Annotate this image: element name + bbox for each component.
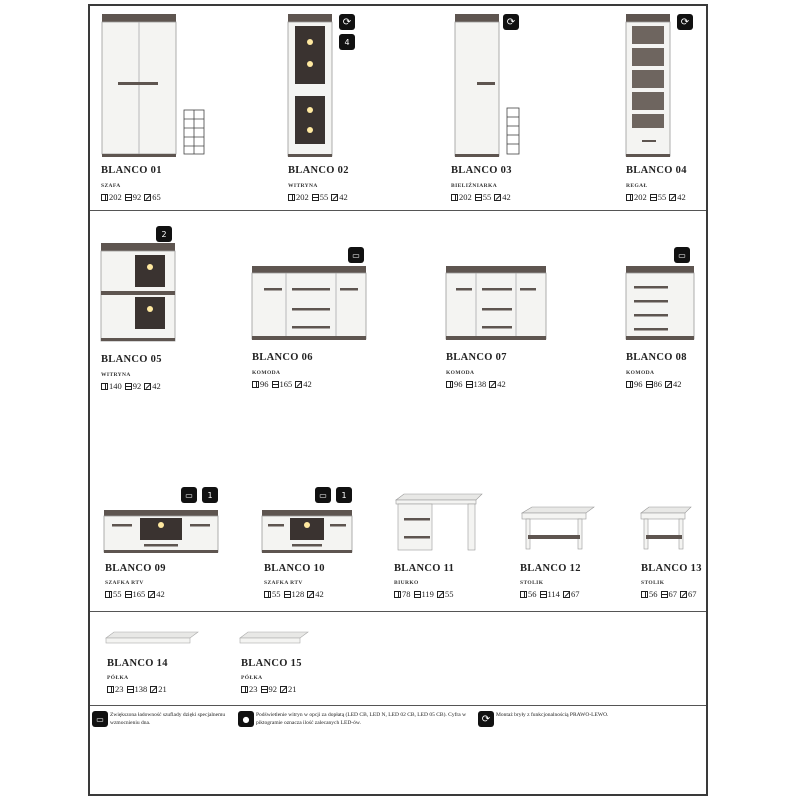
drawer-icon: ▭ xyxy=(674,247,690,263)
product-type: BIELIŹNIARKA xyxy=(451,183,498,189)
reversible-icon: ⟳ xyxy=(503,14,519,30)
blanco-11-image xyxy=(392,492,487,554)
depth-icon xyxy=(280,686,287,693)
blanco-04-image xyxy=(626,12,676,157)
width-icon xyxy=(284,591,291,598)
product-type: SZAFKA RTV xyxy=(105,580,144,586)
product-dims: 55 128 42 xyxy=(264,589,324,599)
product-name: BLANCO 07 xyxy=(446,352,507,363)
product-dims: 23 92 21 xyxy=(241,684,297,694)
depth-icon xyxy=(680,591,687,598)
depth-icon xyxy=(331,194,338,201)
blanco-07-image xyxy=(446,266,551,346)
product-dims: 96 138 42 xyxy=(446,379,506,389)
blanco-05-image xyxy=(101,243,181,343)
product-dims: 202 55 42 xyxy=(626,192,686,202)
product-name: BLANCO 14 xyxy=(107,658,168,669)
width-icon xyxy=(272,381,279,388)
led-icon: 1 xyxy=(336,487,352,503)
product-dims: 202 92 65 xyxy=(101,192,161,202)
height-icon xyxy=(105,591,112,598)
product-type: KOMODA xyxy=(626,370,655,376)
product-dims: 96 165 42 xyxy=(252,379,312,389)
blanco-02-image xyxy=(288,12,338,157)
product-dims: 202 55 42 xyxy=(288,192,348,202)
led-icon: 2 xyxy=(156,226,172,242)
product-type: PÓŁKA xyxy=(107,675,129,681)
height-icon xyxy=(101,194,108,201)
product-type: KOMODA xyxy=(446,370,475,376)
width-icon xyxy=(414,591,421,598)
blanco-14-image xyxy=(106,630,201,650)
depth-icon xyxy=(295,381,302,388)
product-name: BLANCO 04 xyxy=(626,165,687,176)
depth-icon xyxy=(144,383,151,390)
height-icon xyxy=(394,591,401,598)
product-name: BLANCO 12 xyxy=(520,563,581,574)
width-icon xyxy=(650,194,657,201)
product-type: WITRYNA xyxy=(288,183,318,189)
led-icon: ● xyxy=(238,711,254,727)
depth-icon xyxy=(563,591,570,598)
reversible-icon: ⟳ xyxy=(478,711,494,727)
product-dims: 140 92 42 xyxy=(101,381,161,391)
product-name: BLANCO 03 xyxy=(451,165,512,176)
height-icon xyxy=(446,381,453,388)
drawer-icon: ▭ xyxy=(315,487,331,503)
blanco-13-image xyxy=(639,505,694,555)
product-type: SZAFA xyxy=(101,183,121,189)
product-type: BIURKO xyxy=(394,580,419,586)
product-dims: 202 55 42 xyxy=(451,192,511,202)
blanco-06-image xyxy=(252,266,372,346)
product-type: WITRYNA xyxy=(101,372,131,378)
width-icon xyxy=(125,383,132,390)
drawer-icon: ▭ xyxy=(348,247,364,263)
led-icon: 4 xyxy=(339,34,355,50)
width-icon xyxy=(475,194,482,201)
blanco-08-image xyxy=(626,266,698,346)
drawer-icon: ▭ xyxy=(92,711,108,727)
depth-icon xyxy=(437,591,444,598)
height-icon xyxy=(264,591,271,598)
reversible-icon: ⟳ xyxy=(677,14,693,30)
depth-icon xyxy=(669,194,676,201)
product-name: BLANCO 15 xyxy=(241,658,302,669)
product-dims: 56 114 67 xyxy=(520,589,579,599)
width-icon xyxy=(661,591,668,598)
product-type: SZAFKA RTV xyxy=(264,580,303,586)
height-icon xyxy=(252,381,259,388)
depth-icon xyxy=(489,381,496,388)
product-name: BLANCO 08 xyxy=(626,352,687,363)
product-type: PÓŁKA xyxy=(241,675,263,681)
product-name: BLANCO 01 xyxy=(101,165,162,176)
product-name: BLANCO 02 xyxy=(288,165,349,176)
depth-icon xyxy=(665,381,672,388)
height-icon xyxy=(641,591,648,598)
width-icon xyxy=(125,591,132,598)
height-icon xyxy=(520,591,527,598)
product-type: STOLIK xyxy=(641,580,665,586)
product-dims: 56 67 67 xyxy=(641,589,697,599)
led-icon: 1 xyxy=(202,487,218,503)
height-icon xyxy=(626,381,633,388)
product-name: BLANCO 09 xyxy=(105,563,166,574)
row-divider xyxy=(90,210,706,211)
drawer-note: Zwiększona ładowność szuflady dzięki specjalnemu wzmocnieniu dna. xyxy=(110,712,226,726)
drawer-icon: ▭ xyxy=(181,487,197,503)
width-icon xyxy=(540,591,547,598)
height-icon xyxy=(288,194,295,201)
width-icon xyxy=(127,686,134,693)
width-icon xyxy=(312,194,319,201)
height-icon xyxy=(626,194,633,201)
blanco-10-image xyxy=(262,510,357,555)
product-dims: 96 86 42 xyxy=(626,379,682,389)
width-icon xyxy=(125,194,132,201)
product-type: KOMODA xyxy=(252,370,281,376)
product-name: BLANCO 06 xyxy=(252,352,313,363)
blanco-01-image xyxy=(100,12,210,157)
height-icon xyxy=(101,383,108,390)
blanco-12-image xyxy=(518,505,598,555)
product-dims: 23 138 21 xyxy=(107,684,167,694)
row-divider xyxy=(90,611,706,612)
product-name: BLANCO 13 xyxy=(641,563,702,574)
product-dims: 78 119 55 xyxy=(394,589,453,599)
reversible-note: Montaż bryły z funkcjonalnością PRAWO-LEWO. xyxy=(496,712,609,718)
width-icon xyxy=(466,381,473,388)
blanco-15-image xyxy=(240,630,310,650)
height-icon xyxy=(451,194,458,201)
height-icon xyxy=(107,686,114,693)
product-type: REGAŁ xyxy=(626,183,648,189)
depth-icon xyxy=(150,686,157,693)
legend-divider xyxy=(90,705,706,706)
depth-icon xyxy=(307,591,314,598)
product-type: STOLIK xyxy=(520,580,544,586)
depth-icon xyxy=(494,194,501,201)
width-icon xyxy=(646,381,653,388)
product-name: BLANCO 05 xyxy=(101,354,162,365)
blanco-09-image xyxy=(104,510,224,555)
reversible-icon: ⟳ xyxy=(339,14,355,30)
depth-icon xyxy=(144,194,151,201)
product-name: BLANCO 10 xyxy=(264,563,325,574)
width-icon xyxy=(261,686,268,693)
led-note: Podświetlenie witryn w opcji za dopłatą (LED CB, LED N, LED 02 CB, LED 05 CB). Cyfra w piktogramie oznacza ilość zalecanych LED-ów. xyxy=(256,712,467,726)
height-icon xyxy=(241,686,248,693)
product-dims: 55 165 42 xyxy=(105,589,165,599)
product-name: BLANCO 11 xyxy=(394,563,455,574)
depth-icon xyxy=(148,591,155,598)
blanco-03-image xyxy=(455,12,525,157)
